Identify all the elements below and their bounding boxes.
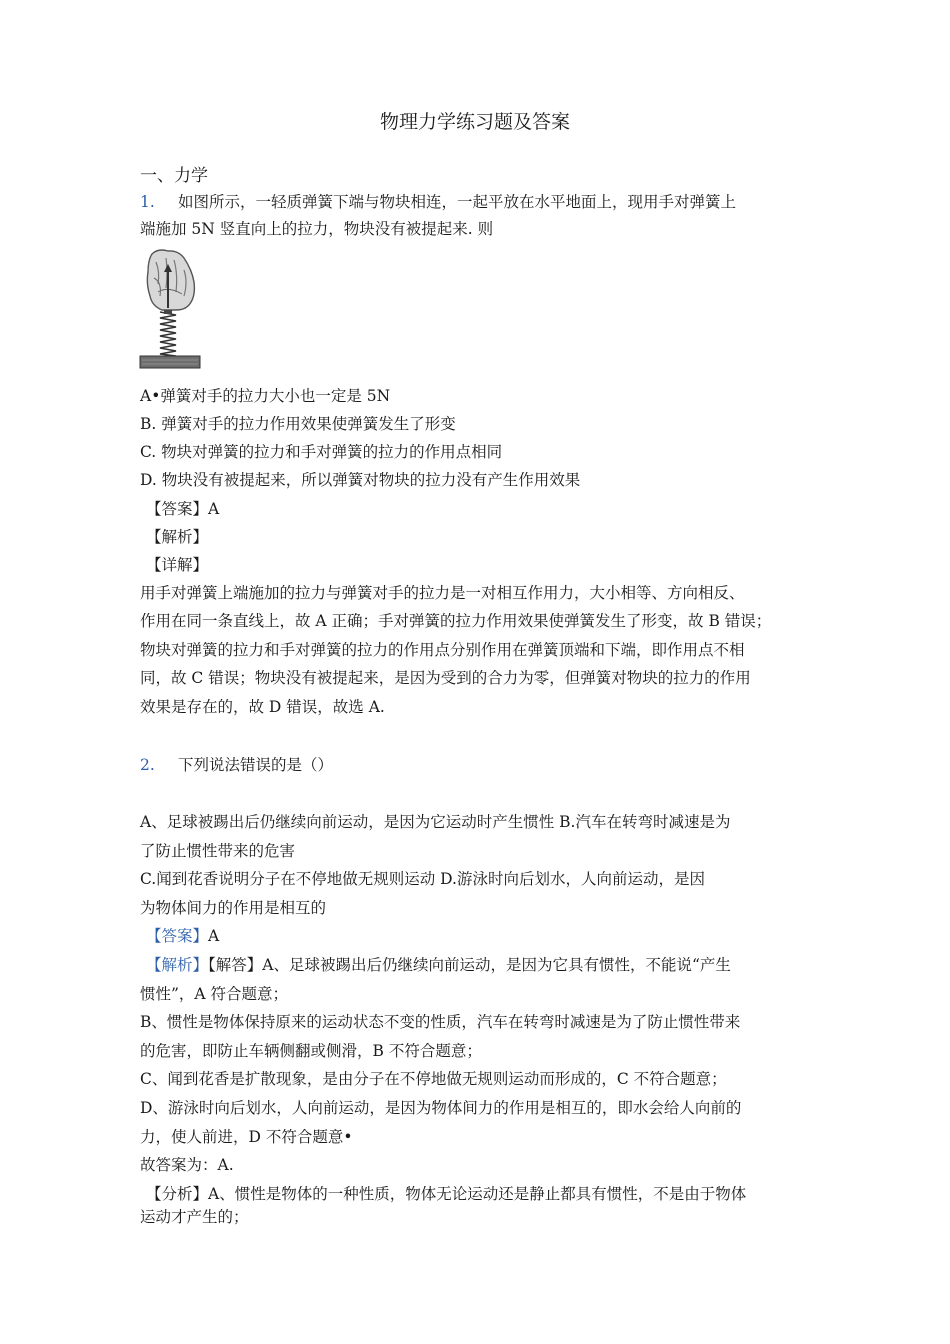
question-2-stem	[140, 755, 333, 775]
question-2-solution-line-2: 惯性”，A 符合题意；	[140, 985, 289, 1003]
question-1-number: 1.	[140, 193, 155, 211]
question-1-option-a: A•弹簧对手的拉力大小也一定是 5N	[140, 387, 391, 405]
question-2-stem-text: 下列说法错误的是（）	[178, 756, 334, 774]
question-1-analysis-label: 【解析】	[146, 528, 209, 546]
question-2-solution-line-1: 【解答】A、足球被踢出后仍继续向前运动，是因为它具有惯性，不能说“产生	[208, 956, 731, 974]
question-1-stem-line-1: 如图所示，一轻质弹簧下端与物块相连，一起平放在水平地面上，现用手对弹簧上	[178, 193, 737, 211]
question-2-number: 2.	[140, 756, 155, 774]
question-1-option-c: C. 物块对弹簧的拉力和手对弹簧的拉力的作用点相同	[140, 443, 503, 461]
question-2-answer	[146, 926, 219, 946]
question-1-option-d: D. 物块没有被提起来，所以弹簧对物块的拉力没有产生作用效果	[140, 471, 581, 489]
question-1-detail-label: 【详解】	[146, 556, 209, 574]
question-2-answer-tag: 【答案】	[146, 927, 209, 945]
question-1-explanation-line-1: 用手对弹簧上端施加的拉力与弹簧对手的拉力是一对相互作用力，大小相等、方向相反、	[140, 584, 745, 602]
question-2-solution-line-3: B、惯性是物体保持原来的运动状态不变的性质，汽车在转弯时减速是为了防止惯性带来	[140, 1013, 741, 1031]
question-2-solution-line-8: 故答案为：A.	[140, 1156, 234, 1174]
question-2-options-line-4: 为物体间力的作用是相互的	[140, 899, 327, 917]
question-2-options-line-2: 了防止惯性带来的危害	[140, 842, 296, 860]
question-2-solution-line-6: D、游泳时向后划水，人向前运动，是因为物体间力的作用是相互的，即水会给人向前的	[140, 1099, 742, 1117]
question-1-explanation-line-3: 物块对弹簧的拉力和手对弹簧的拉力的作用点分别作用在弹簧顶端和下端，即作用点不相	[140, 641, 745, 659]
question-2-solution-line-7: 力，使人前进，D 不符合题意•	[140, 1128, 353, 1146]
question-2-solution-line-4: 的危害，即防止车辆侧翻或侧滑，B 不符合题意；	[140, 1042, 482, 1060]
question-1-explanation-line-5: 效果是存在的，故 D 错误，故选 A.	[140, 698, 385, 716]
question-2-options-line-3: C.闻到花香说明分子在不停地做无规则运动 D.游泳时向后划水，人向前运动，是因	[140, 870, 705, 888]
question-2-analysis-line-1	[146, 955, 731, 975]
question-2-answer-value: A	[208, 927, 220, 945]
question-2-options-line-1: A、足球被踢出后仍继续向前运动，是因为它运动时产生惯性 B.汽车在转弯时减速是为	[140, 813, 731, 831]
question-2-solution-line-9: 【分析】A、惯性是物体的一种性质，物体无论运动还是静止都具有惯性，不是由于物体	[146, 1185, 747, 1203]
question-1-explanation-line-2: 作用在同一条直线上，故 A 正确；手对弹簧的拉力作用效果使弹簧发生了形变，故 B 错误；	[140, 612, 772, 630]
question-2-analysis-tag: 【解析】	[146, 956, 209, 974]
question-1-option-b: B. 弹簧对手的拉力作用效果使弹簧发生了形变	[140, 415, 456, 433]
question-2-solution-line-5: C、闻到花香是扩散现象，是由分子在不停地做无规则运动而形成的，C 不符合题意；	[140, 1070, 727, 1088]
question-1-answer: 【答案】A	[146, 500, 220, 518]
hand-spring-block-figure	[138, 248, 202, 372]
question-2-solution-line-10: 运动才产生的；	[140, 1208, 249, 1226]
question-1-stem-line-2: 端施加 5N 竖直向上的拉力，物块没有被提起来. 则	[140, 220, 494, 238]
section-heading: 一、力学	[140, 166, 208, 186]
question-1-explanation-line-4: 同，故 C 错误；物块没有被提起来，是因为受到的合力为零，但弹簧对物块的拉力的作用	[140, 669, 751, 687]
page-title: 物理力学练习题及答案	[379, 111, 570, 133]
question-1-stem	[140, 192, 736, 212]
